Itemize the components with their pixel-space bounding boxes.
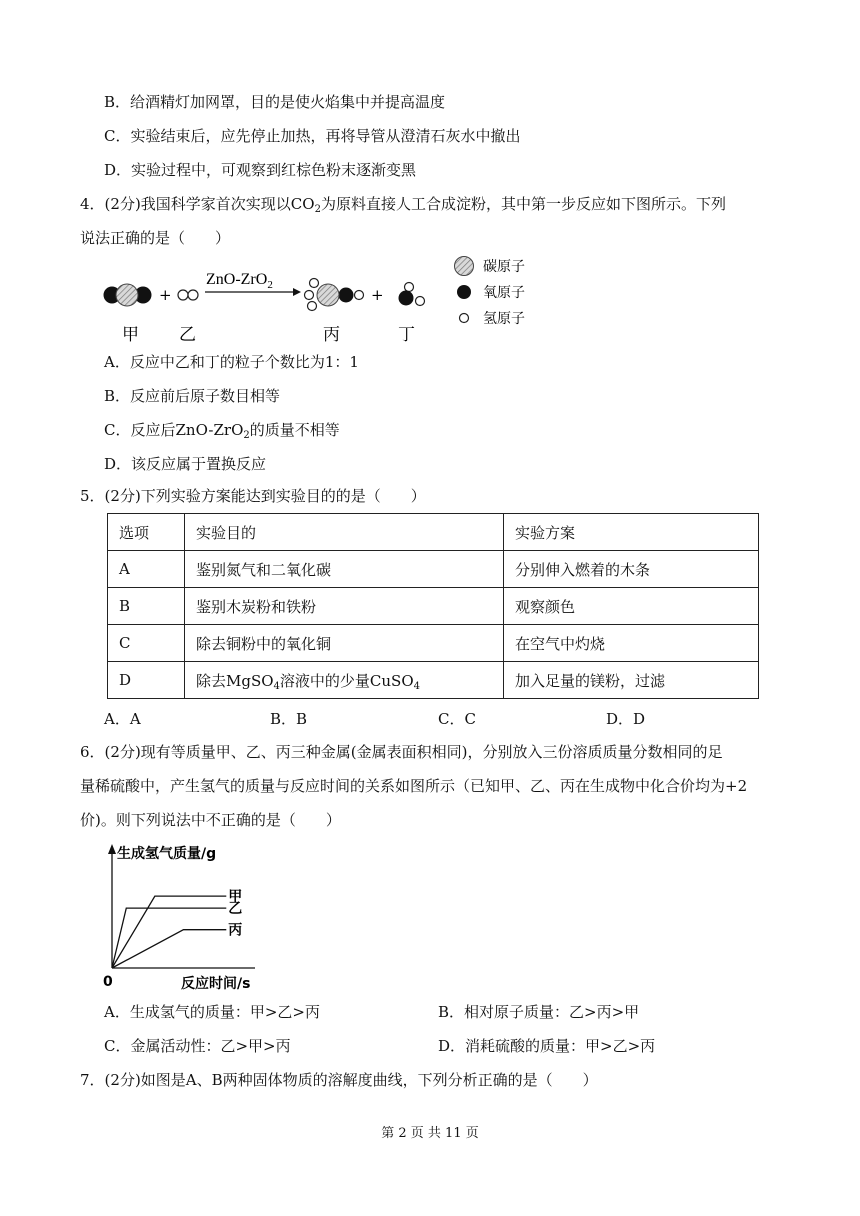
series-line-0 <box>112 896 226 968</box>
cell-option: B <box>108 588 185 625</box>
q4-option-b: B．反应前后原子数目相等 <box>104 387 281 405</box>
plus-sign-2: + <box>371 286 384 304</box>
table-row <box>108 662 759 699</box>
q4-option-c: C．反应后ZnO-ZrO$_2$的质量不相等 <box>104 421 340 441</box>
svg-text:碳原子: 碳原子 <box>483 259 525 275</box>
table-row <box>108 588 759 625</box>
legend-carbon <box>455 257 526 276</box>
q6-stem-line2: 量稀硫酸中，产生氢气的质量与反应时间的关系如图所示（已知甲、乙、丙在生成物中化合价均为+2 <box>80 777 748 795</box>
q4-option-a: A．反应中乙和丁的粒子个数比为1：1 <box>104 353 359 371</box>
q5-answer-a: A．A <box>104 710 141 728</box>
q3-option-b: B．给酒精灯加网罩，目的是使火焰集中并提高温度 <box>104 93 446 111</box>
origin-label: 0 <box>103 974 113 990</box>
series-label-0: 甲 <box>228 889 243 906</box>
co2-molecule <box>104 284 152 306</box>
cell-purpose: 鉴别木炭粉和铁粉 <box>185 588 504 625</box>
q5-stem: 5．(2分)下列实验方案能达到实验目的的是（ ） <box>80 487 426 505</box>
svg-text:氧原子: 氧原子 <box>483 285 525 301</box>
svg-text:氢原子: 氢原子 <box>483 311 525 327</box>
cell-purpose: 鉴别氮气和二氧化碳 <box>185 551 504 588</box>
header-plan: 实验方案 <box>504 514 759 551</box>
q6-stem-line1: 6．(2分)现有等质量甲、乙、丙三种金属(金属表面积相同)，分别放入三份溶质质量分数相同的足 <box>80 743 723 761</box>
cell-purpose: 除去MgSO$_4$溶液中的少量CuSO$_4$ <box>185 662 504 699</box>
q6-option-b: B．相对原子质量：乙>丙>甲 <box>438 1003 640 1021</box>
cell-option: A <box>108 551 185 588</box>
methanol-molecule <box>305 279 364 311</box>
label-yi: 乙 <box>179 325 196 345</box>
plus-sign-1: + <box>159 286 172 304</box>
chart-series <box>112 889 242 968</box>
x-axis-label: 反应时间/s <box>181 976 251 992</box>
q6-option-a: A．生成氢气的质量：甲>乙>丙 <box>104 1003 320 1021</box>
h2-molecule <box>178 290 198 300</box>
q6-option-d: D．消耗硫酸的质量：甲>乙>丙 <box>438 1037 656 1055</box>
catalyst-label: ZnO-ZrO$_2$ <box>206 271 273 291</box>
cell-plan: 分别伸入燃着的木条 <box>504 551 759 588</box>
hydrogen-chart <box>95 838 295 998</box>
q5-answer-d: D．D <box>606 710 646 728</box>
series-label-1: 乙 <box>228 901 243 918</box>
series-label-2: 丙 <box>228 922 243 939</box>
q3-option-d: D．实验过程中，可观察到红棕色粉末逐渐变黑 <box>104 161 417 179</box>
cell-purpose: 除去铜粉中的氧化铜 <box>185 625 504 662</box>
header-purpose: 实验目的 <box>185 514 504 551</box>
page-footer: 第 2 页 共 11 页 <box>381 1126 479 1141</box>
reaction-diagram <box>95 250 555 350</box>
cell-option: D <box>108 662 185 699</box>
header-option: 选项 <box>108 514 185 551</box>
q4-stem: 4．(2分)我国科学家首次实现以$CO_2$为原料直接人工合成淀粉，其中第一步反应如下图所示。下列 <box>80 195 726 215</box>
q4-option-d: D．该反应属于置换反应 <box>104 455 267 473</box>
reaction-arrow <box>205 288 301 296</box>
q6-option-c: C．金属活动性：乙>甲>丙 <box>104 1037 291 1055</box>
table-row <box>108 625 759 662</box>
cell-option: C <box>108 625 185 662</box>
legend-oxygen <box>457 285 525 301</box>
q5-answer-c: C．C <box>438 710 476 728</box>
cell-plan: 加入足量的镁粉，过滤 <box>504 662 759 699</box>
experiment-table <box>107 513 759 699</box>
legend-hydrogen <box>460 311 526 327</box>
q4-stem-line2: 说法正确的是（ ） <box>80 229 231 247</box>
label-jia: 甲 <box>122 325 139 345</box>
table-row <box>108 551 759 588</box>
cell-plan: 观察颜色 <box>504 588 759 625</box>
q7-stem: 7．(2分)如图是A、B两种固体物质的溶解度曲线，下列分析正确的是（ ） <box>80 1071 598 1089</box>
q6-stem-line3: 价)。则下列说法中不正确的是（ ） <box>80 811 341 829</box>
q3-option-c: C．实验结束后，应先停止加热，再将导管从澄清石灰水中撤出 <box>104 127 521 145</box>
label-bing: 丙 <box>323 325 340 345</box>
label-ding: 丁 <box>398 325 415 345</box>
table-header-row <box>108 514 759 551</box>
series-line-2 <box>112 930 226 968</box>
q5-answer-b: B．B <box>270 710 308 728</box>
cell-plan: 在空气中灼烧 <box>504 625 759 662</box>
water-molecule <box>399 283 425 306</box>
y-axis-label: 生成氢气质量/g <box>117 846 217 862</box>
